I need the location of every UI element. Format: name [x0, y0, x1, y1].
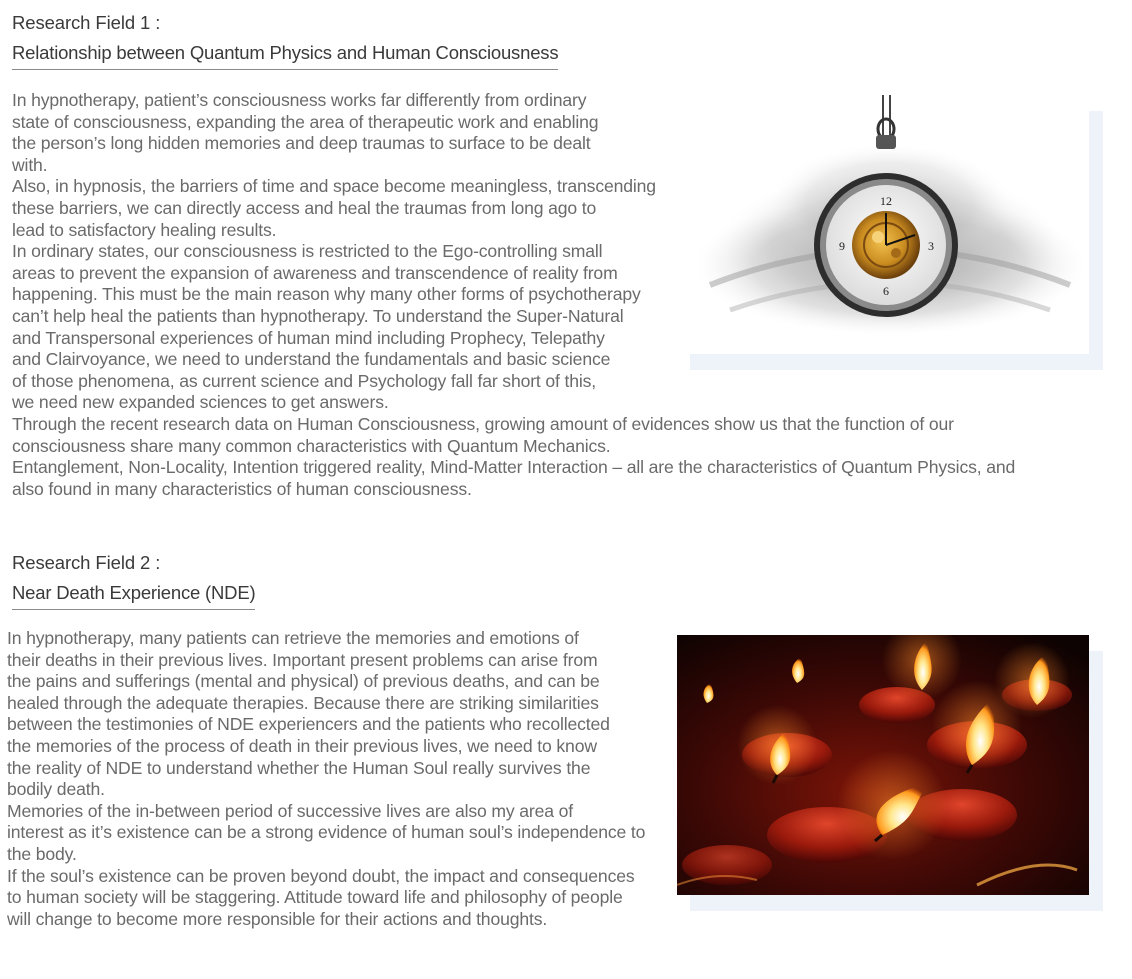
text-line: and Transpersonal experiences of human mind including Prophecy, Telepathy [12, 327, 605, 348]
text-line: also found in many characteristics of human consciousness. [12, 478, 472, 499]
text-line: their deaths in their previous lives. Important present problems can arise from [7, 649, 598, 670]
text-line: Through the recent research data on Human Consciousness, growing amount of evidences show us that the function of our [12, 414, 954, 434]
text-line: can’t help heal the patients than hypnotherapy. To understand the Super-Natural [12, 305, 624, 326]
text-line: Also, in hypnosis, the barriers of time and space become meaningless, transcending [12, 176, 656, 197]
field1-label: Research Field 1 : [12, 12, 161, 33]
text-line: to human society will be staggering. Attitude toward life and philosophy of people [7, 887, 623, 908]
svg-text:3: 3 [928, 239, 934, 253]
text-line: In hypnotherapy, many patients can retrieve the memories and emotions of [7, 628, 579, 648]
pocket-watch-pendulum-icon [690, 95, 1089, 354]
text-line: bodily death. [7, 779, 105, 800]
text-line: interest as it’s existence can be a strong evidence of human soul’s independence to [7, 822, 646, 843]
text-line: lead to satisfactory healing results. [12, 219, 277, 240]
field2-body [7, 628, 667, 930]
text-line: consciousness share many common characteristics with Quantum Mechanics. [12, 435, 611, 456]
text-line: Entanglement, Non-Locality, Intention triggered reality, Mind-Matter Interaction – all are the characteristics of Quantum Physics, and [12, 457, 1016, 478]
text-line: Memories of the in-between period of successive lives are also my area of [7, 800, 574, 821]
text-line: If the soul’s existence can be proven beyond doubt, the impact and consequences [7, 865, 635, 886]
text-line: the reality of NDE to understand whether the Human Soul really survives the [7, 757, 591, 778]
text-line: the body. [7, 843, 77, 864]
field1-body-narrow [12, 90, 672, 414]
text-line: the memories of the process of death in their previous lives, we need to know [7, 735, 597, 756]
text-line: areas to prevent the expansion of awareness and transcendence of reality from [12, 262, 618, 283]
text-line: the person’s long hidden memories and deep traumas to surface to be dealt [12, 133, 591, 154]
text-line: will change to become more responsible for their actions and thoughts. [7, 908, 548, 929]
text-line: and Clairvoyance, we need to understand the fundamentals and basic science [12, 349, 611, 370]
text-line: between the testimonies of NDE experiencers and the patients who recollected [7, 714, 610, 735]
text-line: happening. This must be the main reason why many other forms of psychotherapy [12, 284, 641, 305]
text-line: with. [12, 154, 48, 175]
field2-title: Near Death Experience (NDE) [12, 582, 255, 610]
text-line: these barriers, we can directly access and heal the traumas from long ago to [12, 197, 597, 218]
svg-text:6: 6 [883, 284, 889, 298]
svg-text:9: 9 [839, 239, 845, 253]
text-line: the pains and sufferings (mental and physical) of previous deaths, and can be [7, 671, 600, 692]
text-line: of those phenomena, as current science and Psychology fall far short of this, [12, 370, 597, 391]
candles-icon [677, 635, 1089, 895]
text-line: we need new expanded sciences to get answers. [12, 392, 389, 413]
text-line: In ordinary states, our consciousness is restricted to the Ego-controlling small [12, 241, 603, 262]
text-line: state of consciousness, expanding the area of therapeutic work and enabling [12, 111, 599, 132]
field2-label: Research Field 2 : [12, 552, 161, 573]
svg-text:12: 12 [880, 194, 892, 208]
text-line: healed through the adequate therapies. Because there are striking similarities [7, 692, 599, 713]
field1-title: Relationship between Quantum Physics and Human Consciousness [12, 42, 558, 70]
text-line: In hypnotherapy, patient’s consciousness works far differently from ordinary [12, 90, 587, 110]
field1-body-wide [12, 414, 1122, 500]
